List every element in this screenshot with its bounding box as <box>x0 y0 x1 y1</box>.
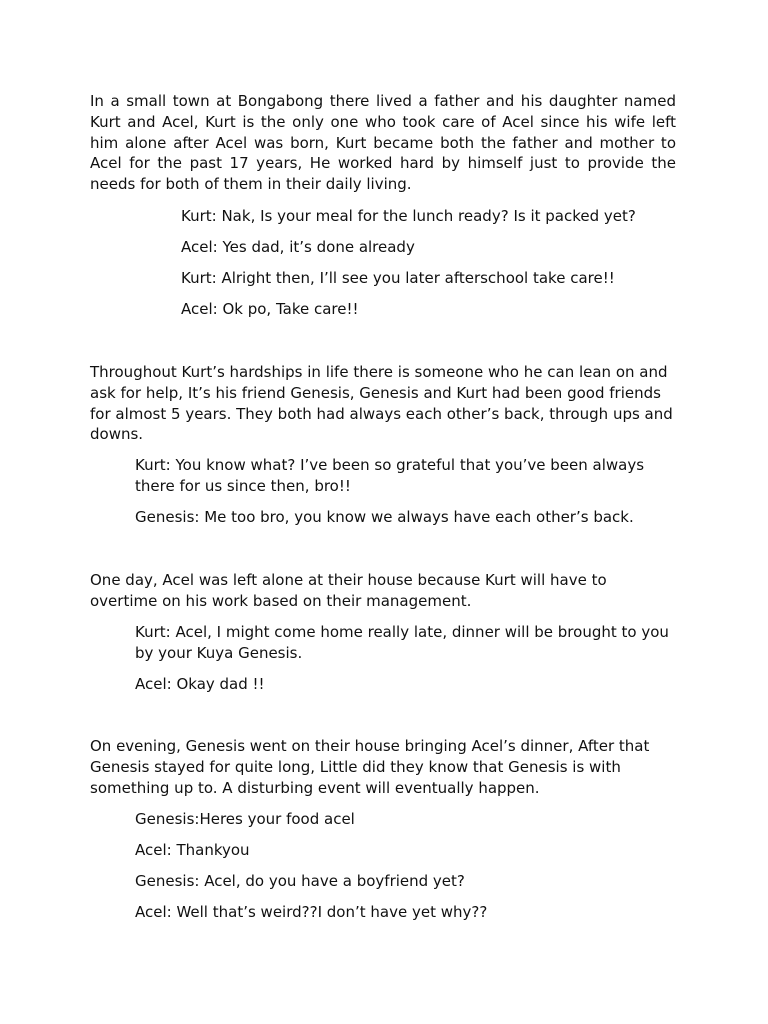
dialogue-line-genesis: Genesis: Acel, do you have a boyfriend yet? <box>135 872 465 890</box>
dialogue-line-kurt: Kurt: You know what? I’ve been so grateful that you’ve been always there for us since then, bro!! <box>135 456 645 495</box>
dialogue-line-acel: Acel: Yes dad, it’s done already <box>181 238 415 256</box>
dialogue-line-kurt: Kurt: Nak, Is your meal for the lunch ready? Is it packed yet? <box>181 207 636 225</box>
dialogue-line-kurt: Kurt: Acel, I might come home really late, dinner will be brought to you by your Kuya Genesis. <box>135 623 669 662</box>
narrative-paragraph-3: One day, Acel was left alone at their house because Kurt will have to overtime on his work based on their management. <box>90 571 607 610</box>
dialogue-line-acel: Acel: Ok po, Take care!! <box>181 300 359 318</box>
narrative-paragraph-4: On evening, Genesis went on their house bringing Acel’s dinner, After that Genesis stayed for quite long, Little did they know that Genesis is with something up to. A disturbing event will eventually happen. <box>90 737 650 797</box>
narrative-paragraph-1: In a small town at Bongabong there lived a father and his daughter named Kurt and Acel, Kurt is the only one who took care of Acel since his wife left him alone after Acel was born, Kurt became both the father and mother to Acel for the past 17 years, He worked hard by himself just to provide the needs for both of them in their daily living. <box>90 92 676 194</box>
narrative-paragraph-2: Throughout Kurt’s hardships in life there is someone who he can lean on and ask for help, It’s his friend Genesis, Genesis and Kurt had been good friends for almost 5 years. They both had always each other’s back, through ups and downs. <box>90 363 673 444</box>
dialogue-line-acel: Acel: Thankyou <box>135 841 250 859</box>
dialogue-line-genesis: Genesis: Me too bro, you know we always have each other’s back. <box>135 508 634 526</box>
dialogue-line-acel: Acel: Well that’s weird??I don’t have yet why?? <box>135 903 488 921</box>
dialogue-line-acel: Acel: Okay dad !! <box>135 675 265 693</box>
dialogue-line-kurt: Kurt: Alright then, I’ll see you later afterschool take care!! <box>181 269 615 287</box>
dialogue-line-genesis: Genesis:Heres your food acel <box>135 810 355 828</box>
